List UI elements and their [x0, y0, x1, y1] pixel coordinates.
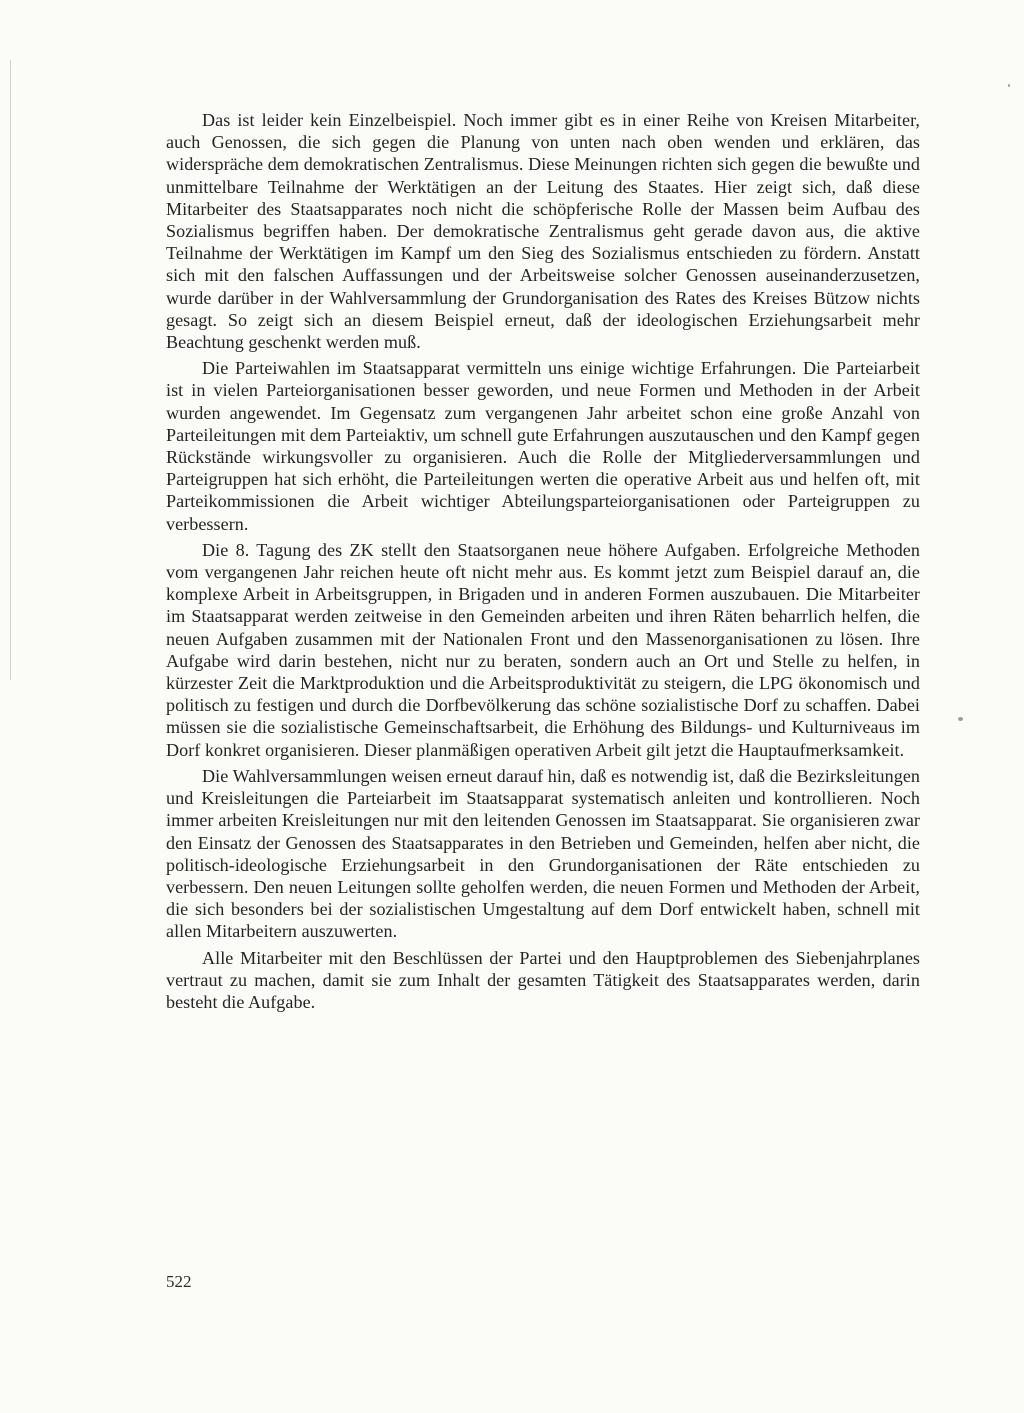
paragraph-4: Die Wahlversammlungen weisen erneut darauf hin, daß es notwendig ist, daß die Bezirksleitungen und Kreisleitungen die Parteiarbeit im Staatsapparat systematisch anleiten und kontrollieren. Noch immer arbeiten Kreisleitungen nur mit den leitenden Genossen im Staatsapparat. Sie organisieren zwar den Einsatz der Genossen des Staatsapparates in den Betrieben und Gemeinden, helfen aber nicht, die politisch-ideologische Erziehungsarbeit in den Grundorganisationen der Räte entschieden zu verbessern. Den neuen Leitungen sollte geholfen werden, die neuen Formen und Methoden der Arbeit, die sich besonders bei der sozialistischen Umgestaltung auf dem Dorf entwickelt haben, schnell mit allen Mitarbeitern auszuwerten. [166, 765, 920, 942]
page-number: 522 [166, 1272, 192, 1291]
paragraph-5: Alle Mitarbeiter mit den Beschlüssen der Partei und den Hauptproblemen des Siebenjahrplanes vertraut zu machen, damit sie zum Inhalt der gesamten Tätigkeit des Staatsapparates werden, darin besteht die Aufgabe. [166, 947, 920, 1012]
paragraph-2: Die Parteiwahlen im Staatsapparat vermitteln uns einige wichtige Erfahrungen. Die Parteiarbeit ist in vielen Parteiorganisationen besser geworden, und neue Formen und Methoden in der Arbeit wurden angewendet. Im Gegensatz zum vergangenen Jahr arbeitet schon eine große Anzahl von Parteileitungen mit dem Parteiaktiv, um schnell gute Erfahrungen auszutauschen und den Kampf gegen Rückstände wirkungsvoller zu organisieren. Auch die Rolle der Mitgliederversammlungen und Parteigruppen hat sich erhöht, die Parteileitungen werten die operative Arbeit aus und helfen oft, mit Parteikommissionen die Arbeit wichtiger Abteilungsparteiorganisationen oder Parteigruppen zu verbessern. [166, 358, 920, 534]
left-margin-mark [10, 60, 11, 680]
scan-speck [958, 717, 963, 721]
paragraph-1: Das ist leider kein Einzelbeispiel. Noch immer gibt es in einer Reihe von Kreisen Mitarbeiter, auch Genossen, die sich gegen die Planung von unten nach oben wenden und erklären, das widerspräche dem demokratischen Zentralismus. Diese Meinungen richten sich gegen die bewußte und unmittelbare Teilnahme der Werktätigen an der Leitung des Staates. Hier zeigt sich, daß diese Mitarbeiter des Staatsapparates noch nicht die schöpferische Rolle der Massen beim Aufbau des Sozialismus begriffen haben. Der demokratische Zentralismus geht gerade davon aus, die aktive Teilnahme der Werktätigen im Kampf um den Sieg des Sozialismus entschieden zu fördern. Anstatt sich mit den falschen Auffassungen und der Arbeitsweise solcher Genossen auseinanderzusetzen, wurde darüber in der Wahlversammlung der Grundorganisation des Rates des Kreises Bützow nichts gesagt. So zeigt sich an diesem Beispiel erneut, daß der ideologischen Erziehungsarbeit mehr Beachtung geschenkt werden muß. [166, 110, 920, 353]
scan-speck [1008, 84, 1010, 87]
body-text [166, 109, 920, 1017]
paragraph-3: Die 8. Tagung des ZK stellt den Staatsorganen neue höhere Aufgaben. Erfolgreiche Methoden vom vergangenen Jahr reichen heute oft nicht mehr aus. Es kommt jetzt zum Beispiel darauf an, die komplexe Arbeit in Arbeitsgruppen, in Brigaden und in anderen Formen auszubauen. Die Mitarbeiter im Staatsapparat werden zeitweise in den Gemeinden arbeiten und ihren Räten beharrlich helfen, die neuen Aufgaben zusammen mit der Nationalen Front und den Massenorganisationen zu lösen. Ihre Aufgabe wird darin bestehen, nicht nur zu beraten, sondern auch an Ort und Stelle zu helfen, in kürzester Zeit die Marktproduktion und die Arbeitsproduktivität zu steigern, die LPG ökonomisch und politisch zu festigen und durch die Dorfbevölkerung das schöne sozialistische Dorf zu schaffen. Dabei müssen sie die sozialistische Gemeinschaftsarbeit, die Erhöhung des Bildungs- und Kulturniveaus im Dorf konkret organisieren. Dieser planmäßigen operativen Arbeit gilt jetzt die Hauptaufmerksamkeit. [166, 539, 920, 760]
